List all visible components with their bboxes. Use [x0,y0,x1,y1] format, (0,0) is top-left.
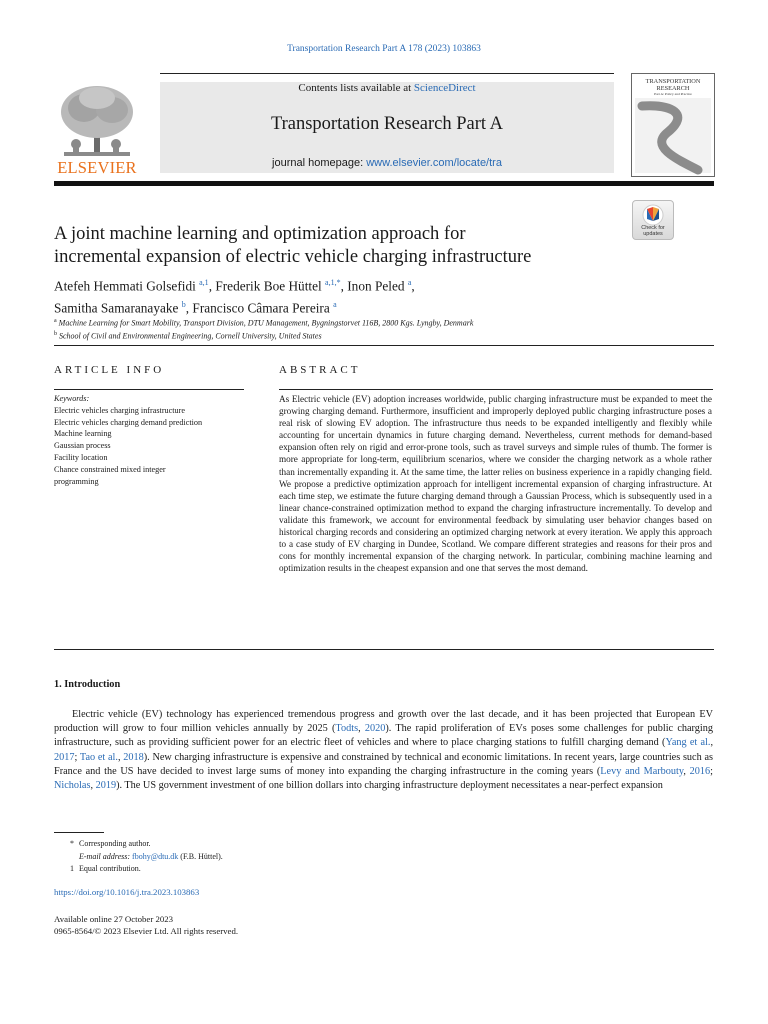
author-line1 [54,273,654,295]
introduction-paragraph [54,708,713,793]
author-name[interactable]: Inon Peled [347,278,405,294]
footnote-equal [54,863,141,875]
intro-text: ). The rapid proliferation of EVs poses some challenges for public charging infrastructure, such as providing sufficient power for an electric fleet of vehicles and where to place charging stations to fulfill charging demand ( [54,723,714,749]
citation-link[interactable]: 2018 [123,751,144,763]
author-name[interactable]: Frederik Boe Hüttel [215,278,322,294]
introduction-heading: 1. Introduction [54,679,121,690]
publication-info [54,914,238,937]
copyright: 0965-8564/© 2023 Elsevier Ltd. All rights reserved. [54,925,239,936]
sciencedirect-link[interactable]: ScienceDirect [413,82,476,94]
abstract-bottom-rule [54,649,714,650]
affiliation-mark: b [54,331,57,338]
footnote-text: Corresponding author. [79,839,151,848]
journal-homepage [160,157,614,169]
email-label: E-mail address: [79,852,131,861]
intro-text: , [710,737,713,749]
author-separator: , [340,278,348,294]
journal-title: Transportation Research Part A [270,114,504,134]
citation-link[interactable]: Todts [335,723,359,735]
citation-link[interactable]: 2016 [689,765,711,777]
citation-link[interactable]: 2017 [54,751,75,763]
keyword-item: Electric vehicles charging infrastructure [54,405,186,415]
citation-link[interactable]: 2020 [364,723,386,735]
abstract-heading: ABSTRACT [279,364,361,376]
footnote-mark: 1 [70,864,74,873]
keyword-item: Facility location [54,452,108,462]
author-list [54,273,654,318]
citation-link[interactable]: Levy and Marbouty [600,765,684,777]
article-info-heading: ARTICLE INFO [54,364,165,376]
article-title-line2: incremental expansion of electric vehicle charging infrastructure [54,247,532,267]
author-affil-mark[interactable]: a [407,278,412,287]
author-name[interactable]: Samitha Samaranayake [54,300,179,316]
journal-cover[interactable] [631,73,715,177]
intro-text: , [117,751,124,763]
abstract-rule [279,389,713,390]
cover-title-line1: TRANSPORTATION [645,78,701,85]
article-title-line1: A joint machine learning and optimization approach for [54,224,466,244]
contents-prefix: Contents lists available at [298,82,414,94]
elsevier-wordmark: ELSEVIER [57,158,137,177]
intro-text: ; [710,765,713,777]
footnote-rule [54,832,104,833]
keyword-item: Machine learning [54,429,112,439]
author-affil-mark[interactable]: a,1,* [325,278,341,287]
email-suffix: (F.B. Hüttel). [178,852,223,861]
intro-text: ). New charging infrastructure is expensive and constrained by technical and economic limitations. In recent years, large countries such as France and the US have decided to invest large sums of money into expanding the charging infrastructure in the coming years ( [54,751,713,777]
keyword-item: Gaussian process [54,441,111,451]
author-separator: , [208,278,216,294]
contents-line [160,82,614,94]
citation-link[interactable]: Yang et al. [665,737,711,749]
cover-subtitle: Part A: Policy and Practice [654,92,692,96]
intro-text: ; [74,751,80,763]
doi-link[interactable]: https://doi.org/10.1016/j.tra.2023.103863 [54,887,200,897]
check-for-updates-badge[interactable] [632,200,674,240]
affiliations [54,316,714,342]
author-affil-mark[interactable]: a,1 [199,278,209,287]
article-title [54,223,634,269]
citation-link[interactable]: Tao et al. [79,751,118,763]
cover-road-icon [632,74,714,176]
author-name[interactable]: Francisco Câmara Pereira [192,300,330,316]
citation-link[interactable]: Nicholas [54,780,91,792]
footnote-corresponding [54,838,151,850]
homepage-prefix: journal homepage: [272,157,367,169]
check-for-updates-label [633,225,673,237]
journal-reference[interactable]: Transportation Research Part A 178 (2023) 103863 [287,44,481,54]
citation-link[interactable]: 2019 [95,780,117,792]
affiliation-text: School of Civil and Environmental Engineering, Cornell University, United States [59,331,322,341]
affiliation-divider [54,345,714,346]
author-affil-mark[interactable]: b [181,300,186,310]
affiliation-item [54,329,714,342]
crossmark-label-line1: Check for [641,225,665,231]
intro-text: , [90,780,96,792]
homepage-link[interactable]: www.elsevier.com/locate/tra [366,157,502,169]
keywords-label: Keywords: [54,394,90,403]
keywords-block [54,393,254,487]
affiliation-mark: a [54,318,57,324]
author-affil-mark[interactable]: a [333,300,337,310]
intro-text: Electric vehicle (EV) technology has experienced tremendous progress and growth over the last decade, and it has been projected that European EV production will grow to four million vehicles annually by 2025 ( [54,709,713,735]
email-link[interactable]: fbohy@dtu.dk [132,852,179,861]
intro-text: , [683,765,690,777]
author-separator: , [185,300,193,316]
intro-text: ). The US government investment of one billion dollars into charging infrastructure deployment necessitates a near-perfect expansion [116,780,663,792]
cover-title-line2: RESEARCH [656,85,690,92]
intro-text: , [358,723,365,735]
article-info-rule [54,389,244,390]
affiliation-item [54,316,714,329]
elsevier-logo[interactable] [54,82,140,178]
keyword-item: Electric vehicles charging demand prediction [54,417,203,427]
author-name[interactable]: Atefeh Hemmati Golsefidi [54,278,196,294]
available-online: Available online 27 October 2023 [54,914,174,924]
author-separator: , [411,278,415,294]
footnote-email [54,851,223,863]
footnote-mark: * [70,839,74,848]
author-line2 [54,295,654,317]
keyword-item: Chance constrained mixed integer programming [54,464,166,486]
abstract-text: As Electric vehicle (EV) adoption increases worldwide, public charging infrastructure must be expanded to meet the growing charging demand. Furthermore, insufficient and improperly deployed public charging infrastructure poses a real risk of slowing EV adoption. The infrastructure thus needs to be expanded intelligently and flexibly while accounting for uncertain dynamics in future charging demand. Nevertheless, current methods for demand-based expansion often rely on rigid and error-prone tools, such as travel surveys and simple rules of thumb. The former is more appropriate for long-term, equilibrium scenarios, where we consider the charging network as a whole rather than incrementally expanding it. At the same time, the latter relies on business experience in a rapidly changing field. We propose a predictive optimization approach for intelligent incremental expansion of charging infrastructure. At each time step, we estimate the future charging demand through a Gaussian Process, which is subsequently used in a linear chance-constrained optimization method to expand the charging infrastructure incrementally. To develop and validate this framework, we account for environmental feedback by simulating user behavior changes based on historical charging records and considering an optimized charging network at every iteration. We apply this approach to a case study of EV charging in Dundee, Scotland. We compare different strategies and reasons for their pros and cons for monthly incremental expansion of the charging network. In particular, combining machine learning and optimization results in the cheapest expansion and one that serves the most demand. [279,394,712,574]
crossmark-label-line2: updates [643,231,663,237]
header-thick-rule [54,181,714,186]
footnote-text: Equal contribution. [79,864,141,873]
header-top-rule [160,73,614,74]
affiliation-text: Machine Learning for Smart Mobility, Transport Division, DTU Management, Bygningstorvet 116B, 2800 Kgs. Lyngby, Denmark [58,318,474,328]
